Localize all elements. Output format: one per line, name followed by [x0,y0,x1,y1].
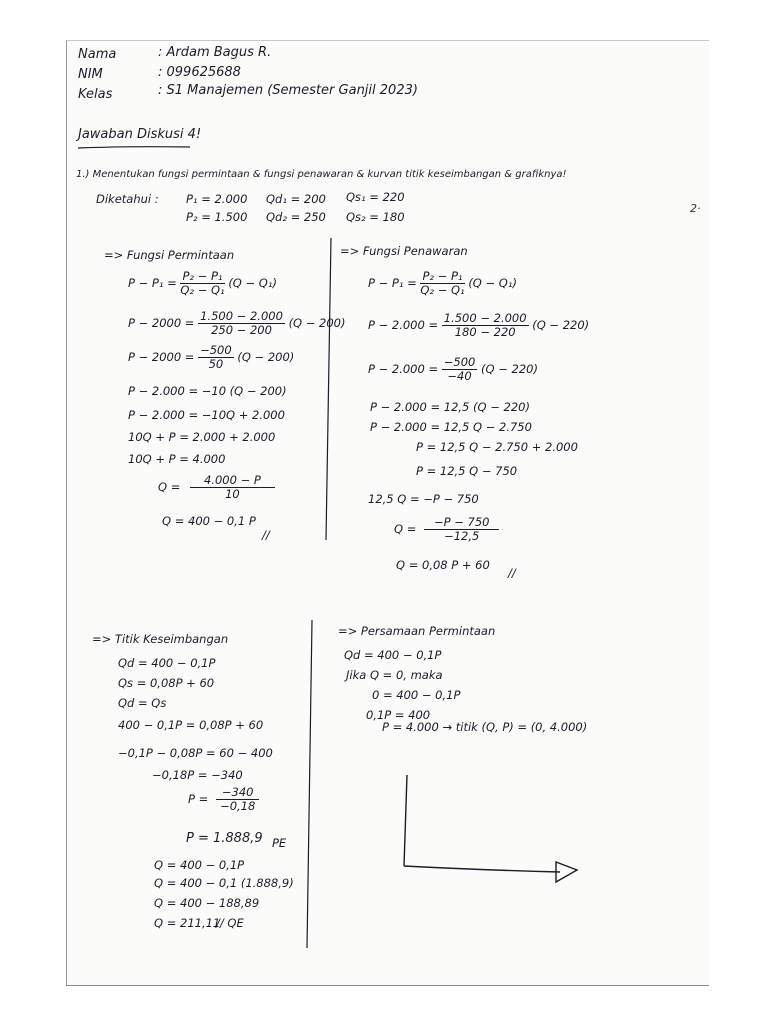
demand-eq-line-3: 0 = 400 − 0,1P [372,688,461,702]
given-p2: P₂ = 1.500 [186,210,248,224]
edge-mark: 2· [690,202,701,215]
demand-line-2: P − 2000 = $\frac{1.500 - 2.000}{250 - 200}$ (Q − 200) [128,309,346,337]
demand-eq-heading: => Persamaan Permintaan [338,624,496,638]
supply-result-mark: // [508,566,516,580]
demand-line-6: 10Q + P = 2.000 + 2.000 [128,430,276,444]
supply-line-8: 12,5 Q = −P − 750 [368,492,479,506]
supply-result: Q = 0,08 P + 60 [396,558,490,572]
demand-eq-line-5: P = 4.000 → titik (Q, P) = (0, 4.000) [382,720,588,734]
equilibrium-line-9: Q = 400 − 0,1P [154,858,245,872]
column-divider-bottom [307,620,312,948]
demand-line-8: Q = $\frac{4.000 - P}{10}$ [158,474,275,501]
supply-line-3: P − 2.000 = $\frac{-500}{-40}$ (Q − 220) [368,355,538,383]
equilibrium-quantity: Q = 211,11 [154,916,221,930]
demand-line-3: P − 2000 = $\frac{-500}{50}$ (Q − 200) [128,343,295,371]
given-qs2: Qs₂ = 180 [346,210,405,224]
graph-x-axis [404,866,560,872]
nama-value: : Ardam Bagus R. [158,45,272,60]
equilibrium-line-2: Qs = 0,08P + 60 [118,676,215,690]
equilibrium-line-7: P = $\frac{-340}{-0,18}$ [188,786,259,813]
given-qd2: Qd₂ = 250 [266,210,326,224]
given-qd1: Qd₁ = 200 [266,192,326,206]
equilibrium-line-5: −0,1P − 0,08P = 60 − 400 [118,746,273,760]
supply-line-5: P − 2.000 = 12,5 Q − 2.750 [370,420,532,434]
equilibrium-line-10: Q = 400 − 0,1 (1.888,9) [154,876,294,890]
demand-eq-line-1: Qd = 400 − 0,1P [344,648,442,662]
equilibrium-quantity-mark: // QE [216,916,244,930]
page-title: Jawaban Diskusi 4! [78,127,202,142]
equilibrium-price-mark: PE [272,836,287,850]
demand-line-4: P − 2.000 = −10 (Q − 200) [128,384,287,398]
supply-line-2: P − 2.000 = $\frac{1.500 - 2.000}{180 - 220}$ (Q − 220) [368,311,590,339]
demand-result: Q = 400 − 0,1 P [162,514,256,528]
equilibrium-line-11: Q = 400 − 188,89 [154,896,260,910]
nama-label: Nama [78,47,117,62]
question-text: 1.) Menentukan fungsi permintaan & fungsi penawaran & kurvan titik keseimbangan & grafiknya! [76,169,567,180]
supply-line-6: P = 12,5 Q − 2.750 + 2.000 [416,440,578,454]
supply-line-7: P = 12,5 Q − 750 [416,464,518,478]
kelas-label: Kelas [78,87,113,102]
equilibrium-line-4: 400 − 0,1P = 0,08P + 60 [118,718,264,732]
equilibrium-line-3: Qd = Qs [118,696,167,710]
nim-label: NIM [78,67,103,82]
given-p1: P₁ = 2.000 [186,192,248,206]
supply-line-4: P − 2.000 = 12,5 (Q − 220) [370,400,530,414]
given-label: Diketahui : [96,192,159,206]
demand-eq-line-4: 0,1P = 400 [366,708,431,722]
supply-line-9: Q = $\frac{-P - 750}{-12,5}$ [394,516,499,543]
equilibrium-line-6: −0,18P = −340 [152,768,243,782]
supply-line-1: P − P₁ = $\frac{\text{P₂ − P₁}}{\text{Q₂ − Q₁}}$ (Q − Q₁) [368,269,517,297]
equilibrium-price: P = 1.888,9 [186,831,263,846]
demand-heading: => Fungsi Permintaan [104,248,235,262]
column-divider-top [326,238,331,540]
kelas-value: : S1 Manajemen (Semester Ganjil 2023) [158,83,418,98]
supply-heading: => Fungsi Penawaran [340,244,468,258]
given-qs1: Qs₁ = 220 [346,190,405,204]
nim-value: : 099625688 [158,65,241,80]
demand-eq-line-2: Jika Q = 0, maka [346,668,443,682]
demand-line-7: 10Q + P = 4.000 [128,452,226,466]
demand-result-mark: // [262,528,270,542]
demand-line-1: P − P₁ = $\frac{\text{P₂ − P₁}}{\text{Q₂ − Q₁}}$ (Q − Q₁) [128,269,277,297]
graph-y-axis [404,775,407,866]
equilibrium-heading: => Titik Keseimbangan [92,632,229,646]
demand-line-5: P − 2.000 = −10Q + 2.000 [128,408,285,422]
equilibrium-line-1: Qd = 400 − 0,1P [118,656,216,670]
title-underline [78,147,190,148]
